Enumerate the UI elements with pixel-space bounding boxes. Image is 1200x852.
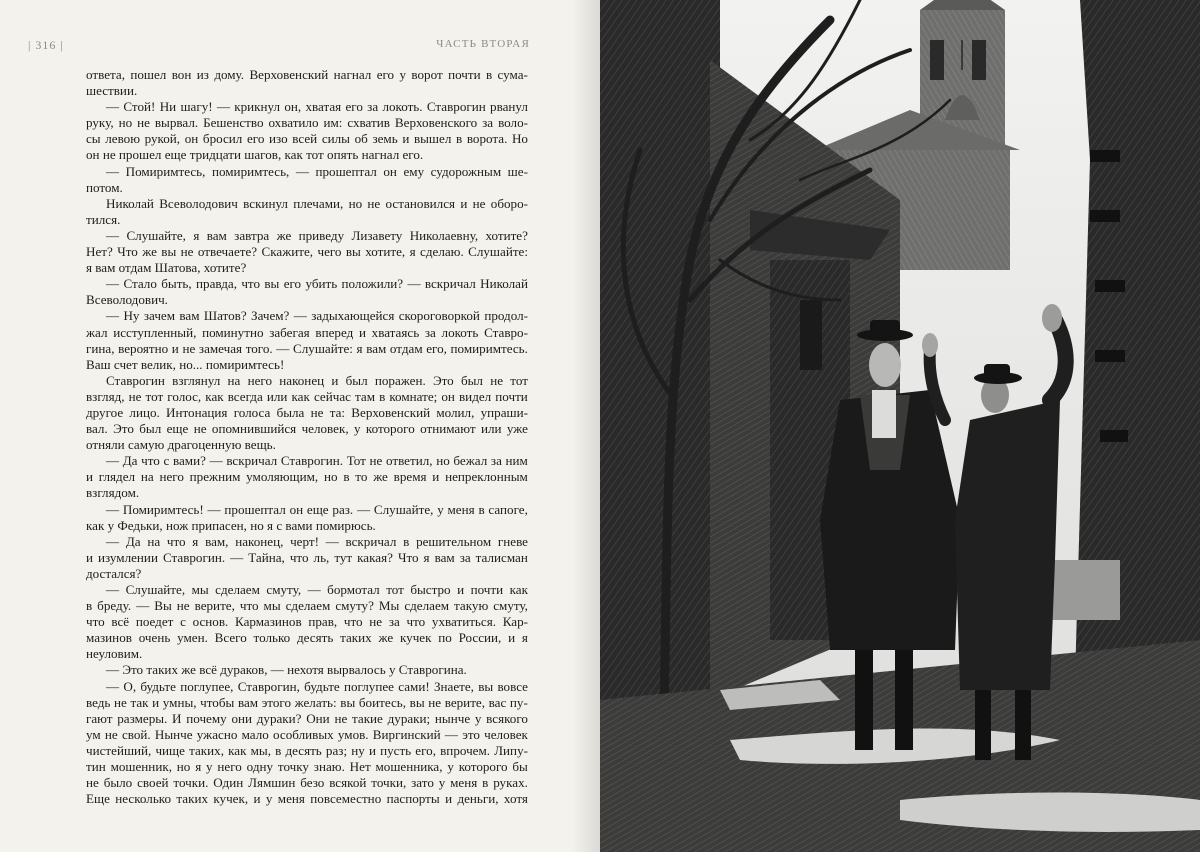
text-line: неуловим. (86, 646, 143, 662)
text-line: мазинов очень умен. Всего только десять таких же кучек по России, и я (86, 630, 528, 646)
text-line: чистейший, чище таких, как мы, в десять раз; ну и пусть его, впрочем. Липу- (86, 742, 528, 758)
text-line: — Да что с вами? — вскричал Ставрогин. Тот не ответил, но бежал за ним (106, 453, 528, 469)
text-line: достался? (86, 565, 142, 581)
gutter-shadow (572, 0, 600, 852)
text-line: и изумлении Ставрогин. — Тайна, что ль, тут какая? Что я вам за талисман (86, 549, 528, 565)
text-line: ведь не так и умны, чтобы вам этого желать: вы боитесь, вы не верите, вас пу- (86, 694, 528, 710)
text-line: — Стало быть, правда, что вы его убить положили? — вскричал Николай (106, 276, 528, 292)
text-line: — Слушайте, мы сделаем смуту, — бормотал тот быстро и почти как (106, 582, 528, 597)
text-line: он не прошел еще тридцати шагов, как тот опять нагнал его. (86, 147, 424, 163)
text-line: не было своей точки. Один Лямшин безо всякой точки, зато у меня в руках. (86, 775, 528, 791)
body-text (86, 67, 528, 807)
text-line: и глядел на него прежним умоляющим, но в то же время и непреклонным (86, 469, 528, 485)
text-line: Еще несколько таких кучек, и у меня повсеместно паспорты и деньги, хотя (86, 791, 528, 807)
text-line: как у Федьки, нож припасен, но я с вами помирюсь. (86, 517, 376, 533)
text-line: гают размеры. И почему они дураки? Они не такие дураки; нынче у всякого (86, 710, 528, 726)
text-line: — Это таких же всё дураков, — нехотя вырвалось у Ставрогина. (106, 662, 467, 678)
text-line: я вам отдам Шатова, хотите? (86, 260, 247, 276)
text-line: жал исступленный, поминутно забегая вперед и хватаясь за локоть Ставро- (86, 324, 528, 340)
text-line: — Слушайте, я вам завтра же приведу Лизавету Николаевну, хотите? (106, 227, 528, 243)
text-line: другое лицо. Интонация голоса была не та: Верховенский молил, упраши- (86, 404, 528, 420)
text-line: — О, будьте поглупее, Ставрогин, будьте поглупее сами! Знаете, вы вовсе (106, 678, 528, 694)
text-line: Николай Всеволодович вскинул плечами, но не остановился и не оборо- (106, 195, 528, 211)
text-line: ответа, пошел вон из дому. Верховенский нагнал его у ворот почти в сума- (86, 67, 528, 82)
text-line: шествии. (86, 83, 138, 99)
text-line: тин мошенник, но я у него одну точку знаю. Нет мошенника, у которого бы (86, 759, 528, 775)
text-line: что всё поедет с основ. Кармазинов прав, что не за что ухватиться. Кар- (86, 614, 528, 630)
text-line: Нет? Что же вы не отвечаете? Скажите, чего вы хотите, я сделаю. Слушайте: (86, 244, 528, 260)
text-line: Ставрогин взглянул на него наконец и был поражен. Это был не тот (106, 372, 528, 388)
text-line: руку, но не вырвал. Бешенство охватило им: схватив Верховенского за воло- (86, 115, 528, 131)
text-line: — Помиримтесь, помиримтесь, — прошептал он ему судорожным ше- (106, 163, 528, 179)
text-line: — Ну зачем вам Шатов? Зачем? — задыхающейся скороговоркой продол- (106, 308, 528, 324)
text-line: потом. (86, 179, 123, 195)
illustration-page (600, 0, 1200, 852)
text-line: — Стой! Ни шагу! — крикнул он, хватая его за локоть. Ставрогин рванул (106, 99, 528, 115)
text-line: в бреду. — Вы не верите, что мы сделаем смуту? Мы сделаем такую смуту, (86, 598, 528, 614)
running-head (28, 38, 530, 58)
text-line: сы левою рукой, он бросил его изо всей силы об земь и вышел в ворота. Но (86, 131, 528, 147)
text-line: гина, вероятно и не замечая того. — Слушайте: я вам отдам его, помиримтесь. (86, 340, 528, 356)
text-line: отняли самую драгоценную вещь. (86, 437, 276, 453)
street-scene-illustration (600, 0, 1200, 852)
section-title: ЧАСТЬ ВТОРАЯ (436, 38, 530, 50)
text-line: Всеволодович. (86, 292, 168, 308)
text-line: Ваш счет велик, но... помиримтесь! (86, 356, 285, 372)
text-line: взгляд, не тот голос, как всегда или как сейчас там в комнате; он видел почти (86, 388, 528, 404)
text-line: тился. (86, 211, 121, 227)
text-line: взглядом. (86, 485, 140, 501)
page-number: | 316 | (28, 38, 64, 52)
text-line: — Да на что я вам, наконец, черт! — вскричал в решительном гневе (106, 533, 528, 549)
text-line: ум не свой. Нынче ужасно мало особливых умов. Виргинский — это человек (86, 726, 528, 742)
text-line: вал. Это был еще не опомнившийся человек, у которого отнимают или уже (86, 421, 528, 437)
text-line: — Помиримтесь! — прошептал он еще раз. — Слушайте, у меня в сапоге, (106, 501, 528, 517)
